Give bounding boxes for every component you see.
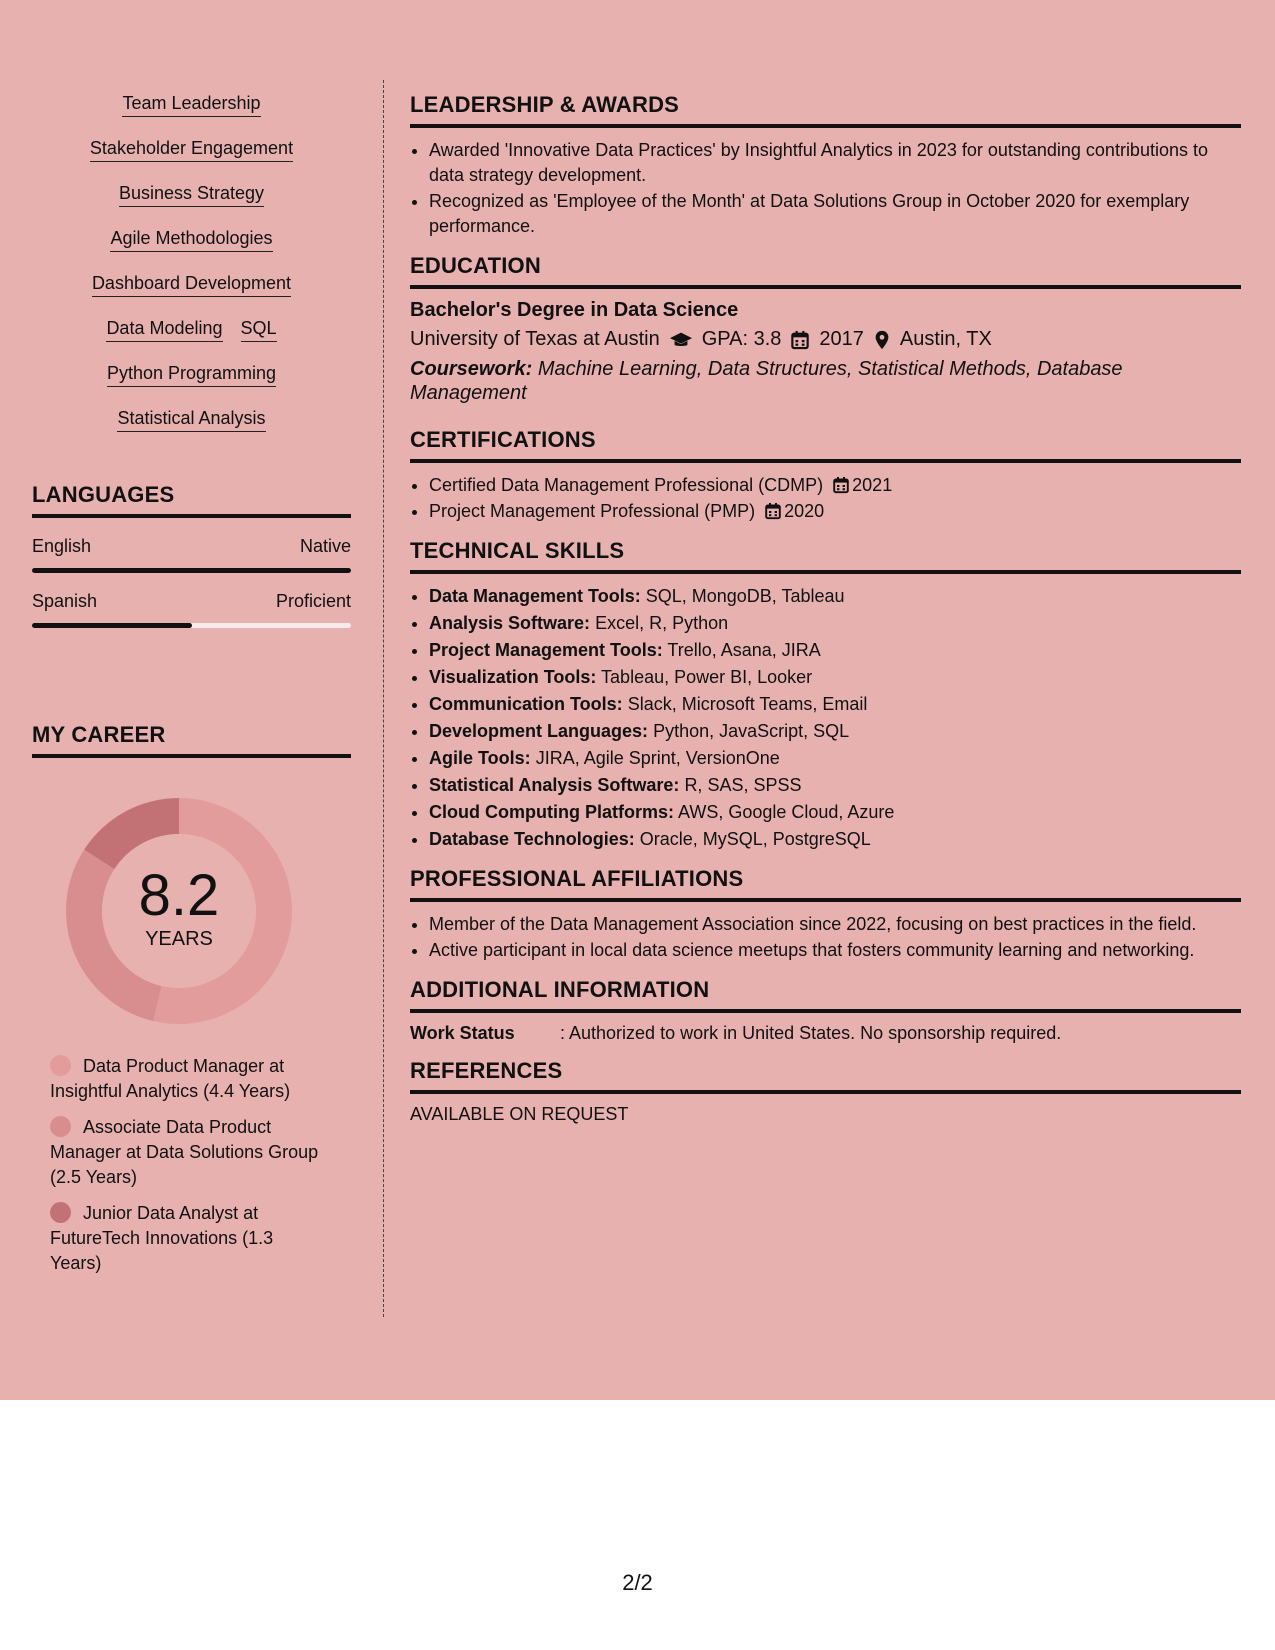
technical-skill-item (429, 800, 1241, 825)
technical-skill-label: Visualization Tools: (429, 667, 597, 687)
technical-skill-item (429, 773, 1241, 798)
degree-name: Bachelor's Degree in Data Science (410, 299, 739, 321)
skill-row (122, 82, 260, 127)
certifications-title: CERTIFICATIONS (410, 427, 1241, 463)
calendar-icon (823, 475, 852, 495)
affiliation-item: • Active participant in local data science meetups that fosters community learning and networking. (429, 938, 1241, 963)
affiliations-title: PROFESSIONAL AFFILIATIONS (410, 866, 1241, 902)
technical-skill-value: Excel, R, Python (595, 613, 729, 633)
career-title: MY CAREER (32, 722, 351, 758)
location-pin-icon (874, 330, 890, 350)
affiliations-section (410, 866, 1241, 963)
graduation-year: 2017 (819, 328, 864, 350)
certification-name: Certified Data Management Professional (CDMP) (429, 475, 824, 495)
affiliation-item: • Member of the Data Management Association since 2022, focusing on best practices in the field. (429, 912, 1241, 937)
skill-tag: SQL (241, 317, 277, 342)
technical-skill-item (429, 611, 1241, 636)
certification-year: 2020 (784, 501, 825, 521)
career-role-text: Junior Data Analyst at FutureTech Innovations (1.3 Years) (50, 1203, 274, 1273)
language-level: Native (299, 536, 351, 556)
language-header (32, 591, 351, 612)
certification-item (429, 499, 1241, 524)
skill-tag: Dashboard Development (92, 272, 291, 297)
technical-skill-item (429, 719, 1241, 744)
references-section (410, 1058, 1241, 1125)
technical-skill-value: SQL, MongoDB, Tableau (645, 586, 845, 606)
coursework-label: Coursework: (410, 358, 533, 380)
skills-list (32, 82, 351, 442)
skill-row (117, 397, 265, 442)
technical-skill-label: Cloud Computing Platforms: (429, 802, 674, 822)
language-name: Spanish (32, 591, 98, 611)
skill-row (92, 262, 291, 307)
skill-tag: Team Leadership (122, 92, 260, 117)
affiliations-list (410, 912, 1241, 963)
career-legend-item (50, 1115, 320, 1190)
technical-skill-value: Tableau, Power BI, Looker (601, 667, 813, 687)
languages-title: LANGUAGES (32, 482, 351, 518)
career-total-years: 8.2 (138, 863, 220, 928)
legend-dot (50, 1116, 71, 1137)
career-role-text: Data Product Manager at Insightful Analytics (4.4 Years) (50, 1056, 291, 1101)
skill-row (119, 172, 264, 217)
gpa: GPA: 3.8 (701, 328, 782, 350)
language-item (32, 591, 351, 628)
right-column (410, 92, 1241, 1139)
language-header (32, 536, 351, 557)
certification-name: Project Management Professional (PMP) (429, 501, 756, 521)
certifications-section (410, 427, 1241, 524)
certifications-list (410, 473, 1241, 524)
language-bar-fill (32, 623, 192, 628)
leadership-title: LEADERSHIP & AWARDS (410, 92, 1241, 128)
coursework (410, 357, 1241, 405)
technical-skill-value: Python, JavaScript, SQL (653, 721, 850, 741)
language-bar (32, 568, 351, 573)
technical-skill-label: Database Technologies: (429, 829, 635, 849)
references-title: REFERENCES (410, 1058, 1241, 1094)
career-legend (50, 1054, 320, 1276)
coursework-list: Machine Learning, Data Structures, Statistical Methods, Database Management (410, 358, 1123, 404)
technical-skill-item (429, 746, 1241, 771)
additional-info-section (410, 977, 1241, 1044)
award-item: • Awarded 'Innovative Data Practices' by Insightful Analytics in 2023 for outstanding contributions to data strategy development. (429, 138, 1241, 188)
technical-skill-value: Trello, Asana, JIRA (667, 640, 821, 660)
language-name: English (32, 536, 92, 556)
skill-row (110, 217, 272, 262)
career-donut-chart (66, 798, 292, 1024)
technical-skills-title: TECHNICAL SKILLS (410, 538, 1241, 574)
career-unit-label: YEARS (145, 928, 213, 950)
skill-row (106, 307, 276, 352)
technical-skill-label: Project Management Tools: (429, 640, 663, 660)
languages-list (32, 536, 351, 628)
technical-skills-section (410, 538, 1241, 852)
legend-dot (50, 1055, 71, 1076)
languages-section (32, 482, 351, 628)
certification-item (429, 473, 1241, 498)
skill-row (90, 127, 293, 172)
left-column (32, 82, 351, 1273)
career-legend-item (50, 1201, 320, 1276)
technical-skills-list (410, 584, 1241, 852)
skill-tag: Agile Methodologies (110, 227, 272, 252)
technical-skill-label: Statistical Analysis Software: (429, 775, 680, 795)
location: Austin, TX (899, 328, 992, 350)
skill-tag: Data Modeling (106, 317, 222, 342)
certification-year: 2021 (852, 475, 893, 495)
calendar-icon (755, 501, 784, 521)
language-bar (32, 623, 351, 628)
page-number: 2/2 (622, 1570, 653, 1595)
technical-skill-label: Communication Tools: (429, 694, 623, 714)
skill-tag: Stakeholder Engagement (90, 137, 293, 162)
career-section (32, 722, 351, 1287)
language-item (32, 536, 351, 573)
technical-skill-value: AWS, Google Cloud, Azure (678, 802, 895, 822)
calendar-icon (791, 330, 809, 350)
technical-skill-label: Data Management Tools: (429, 586, 641, 606)
references-text: AVAILABLE ON REQUEST (410, 1104, 629, 1124)
award-item: • Recognized as 'Employee of the Month' at Data Solutions Group in October 2020 for exemplary performance. (429, 189, 1241, 239)
leadership-list (410, 138, 1241, 239)
leadership-section (410, 92, 1241, 239)
technical-skill-item (429, 827, 1241, 852)
technical-skill-label: Development Languages: (429, 721, 649, 741)
technical-skill-value: R, SAS, SPSS (684, 775, 802, 795)
technical-skill-item (429, 584, 1241, 609)
language-bar-fill (32, 568, 351, 573)
technical-skill-label: Analysis Software: (429, 613, 591, 633)
technical-skill-item (429, 665, 1241, 690)
technical-skill-label: Agile Tools: (429, 748, 531, 768)
education-meta (410, 328, 1241, 351)
skill-row (107, 352, 276, 397)
technical-skill-value: JIRA, Agile Sprint, VersionOne (535, 748, 780, 768)
technical-skill-value: Slack, Microsoft Teams, Email (627, 694, 868, 714)
education-title: EDUCATION (410, 253, 1241, 289)
legend-dot (50, 1202, 71, 1223)
career-legend-item (50, 1054, 320, 1104)
work-status-label: Work Status (410, 1023, 515, 1043)
additional-info-title: ADDITIONAL INFORMATION (410, 977, 1241, 1013)
column-divider (383, 80, 384, 1317)
technical-skill-item (429, 638, 1241, 663)
skill-tag: Business Strategy (119, 182, 264, 207)
career-role-text: Associate Data Product Manager at Data Solutions Group (2.5 Years) (50, 1117, 319, 1187)
education-section (410, 253, 1241, 405)
language-level: Proficient (275, 591, 351, 611)
technical-skill-item (429, 692, 1241, 717)
skill-tag: Statistical Analysis (117, 407, 265, 432)
graduation-cap-icon (670, 330, 692, 350)
skill-tag: Python Programming (107, 362, 276, 387)
work-status-value: : Authorized to work in United States. No sponsorship required. (560, 1023, 1062, 1043)
technical-skill-value: Oracle, MySQL, PostgreSQL (639, 829, 871, 849)
work-status-row (410, 1023, 1241, 1044)
school-name: University of Texas at Austin (410, 328, 660, 350)
